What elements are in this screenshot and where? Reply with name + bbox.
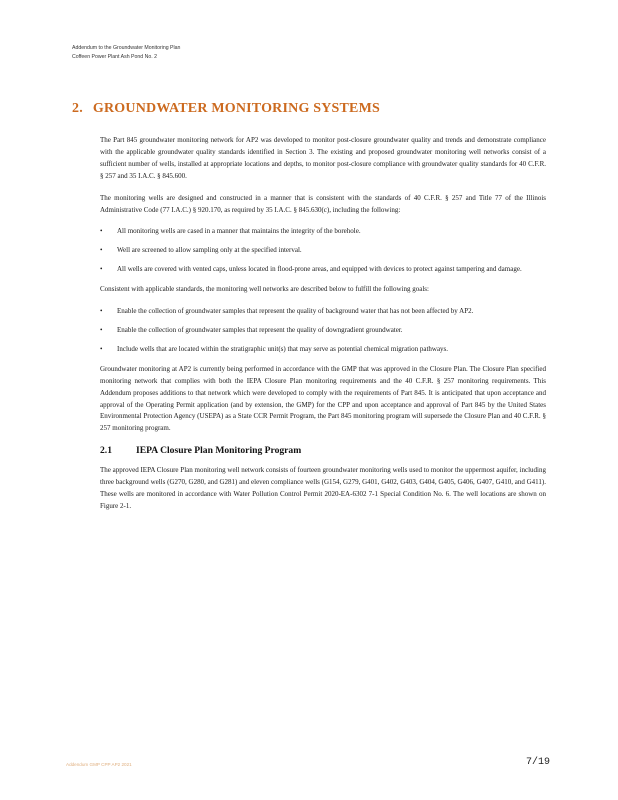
subsection-title: IEPA Closure Plan Monitoring Program xyxy=(136,445,302,457)
subsection-heading xyxy=(100,445,546,457)
list-item: • Include wells that are located within the stratigraphic unit(s) that may serve as potential chemical migration pathways. xyxy=(100,344,546,356)
bullet-icon: • xyxy=(100,265,103,274)
paragraph-network-goals: Consistent with applicable standards, the monitoring well networks are described below to fulfill the following goals: xyxy=(100,285,429,294)
list-item: • Enable the collection of groundwater samples that represent the quality of downgradient groundwater. xyxy=(100,325,546,337)
header-line-2: Coffeen Power Plant Ash Pond No. 2 xyxy=(72,54,157,60)
paragraph-well-standards: The monitoring wells are designed and constructed in a manner that is consistent with the standards of 40 C.F.R. § 257 and Title 77 of the Illinois Administrative Code (77 I.A.C.) § 920.170, as required by 35 I.A.C. § 845.630(c), including the following: xyxy=(100,193,546,214)
section-heading xyxy=(72,101,380,117)
header-line-1: Addendum to the Groundwater Monitoring Plan xyxy=(72,45,181,51)
paragraph-closure-plan-network: The approved IEPA Closure Plan monitoring well network consists of fourteen groundwater monitoring wells used to monitor the uppermost aquifer, including three background wells (G270, G280, and G281) and eleven compliance wells (G154, G279, G401, G402, G403, G404, G405, G406, G407, G410, and G411). These wells are monitored in accordance with Water Pollution Control Permit 2020-EA-6302 7-1 Special Condition No. 6. The well locations are shown on Figure 2-1. xyxy=(100,466,546,510)
network-goals-list xyxy=(100,306,546,356)
paragraph-network-overview: The Part 845 groundwater monitoring network for AP2 was developed to monitor post-closure groundwater quality and trends and demonstrate compliance with the applicable groundwater quality standards identified in Section 3. The existing and proposed groundwater monitoring well networks consist of a sufficient number of wells, installed at appropriate locations and depths, to monitor post-closure compliance with groundwater quality standards for 40 C.F.R. § 257 and 35 I.A.C. § 845.600. xyxy=(100,136,546,180)
page-number: 7/19 xyxy=(526,757,551,768)
section-body xyxy=(100,135,546,523)
list-item: • All monitoring wells are cased in a manner that maintains the integrity of the borehole. xyxy=(100,226,546,238)
bullet-icon: • xyxy=(100,325,103,334)
bullet-icon: • xyxy=(100,344,103,353)
subsection-number: 2.1 xyxy=(100,445,112,457)
bullet-icon: • xyxy=(100,246,103,255)
list-item: • Well are screened to allow sampling only at the specified interval. xyxy=(100,245,546,257)
well-construction-list xyxy=(100,226,546,276)
list-item: • All wells are covered with vented caps, unless located in flood-prone areas, and equipped with devices to protect against tampering and damage. xyxy=(100,264,546,276)
section-number: 2. xyxy=(72,101,83,116)
running-header xyxy=(72,44,180,62)
paragraph-current-monitoring: Groundwater monitoring at AP2 is currently being performed in accordance with the GMP that was approved in the Closure Plan. The Closure Plan specified monitoring network that complies with both the IEPA Closure Plan monitoring requirements and the 40 C.F.R. § 257 monitoring requirements. This Addendum proposes additions to that network which were developed to comply with the requirements of Part 845. It is anticipated that upon acceptance and approval of the Operating Permit application (and by extension, the GMP) for the CPP and upon acceptance and approval of Part 845 by the United States Environmental Protection Agency (USEPA) as a State CCR Permit Program, the Part 845 monitoring program will supersede the Closure Plan and 40 C.F.R. § 257 monitoring program. xyxy=(100,364,546,433)
bullet-icon: • xyxy=(100,227,103,236)
list-item: • Enable the collection of groundwater samples that represent the quality of background water that has not been affected by AP2. xyxy=(100,306,546,318)
footer-document-code: Addendum GMP CPP AP2 2021 xyxy=(66,762,132,767)
bullet-icon: • xyxy=(100,307,103,316)
section-title: GROUNDWATER MONITORING SYSTEMS xyxy=(92,101,380,116)
